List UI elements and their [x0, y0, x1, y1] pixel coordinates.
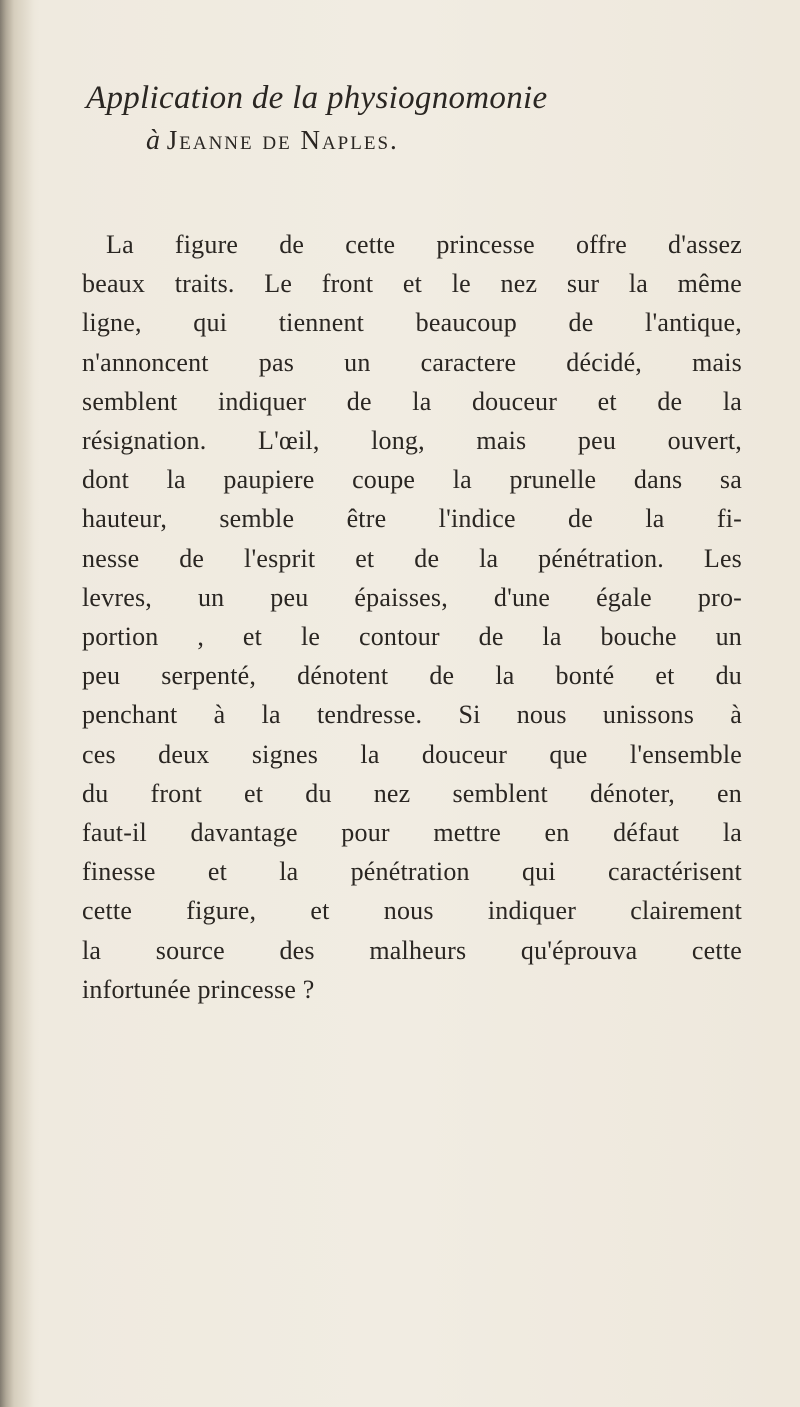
text-line: beaux traits. Le front et le nez sur la même — [82, 269, 742, 299]
text-line: nesse de l'esprit et de la pénétration. Les — [82, 543, 742, 573]
chapter-heading — [80, 78, 740, 159]
text-line: n'annoncent pas un caractere décidé, mais — [82, 347, 742, 377]
text-line: peu serpenté, dénotent de la bonté et du — [82, 661, 742, 691]
heading-name: Jeanne de Naples. — [166, 125, 399, 155]
body-paragraph — [82, 225, 742, 1009]
text-line: hauteur, semble être l'indice de la fi- — [82, 504, 742, 534]
heading-title-line: Application de la physiognomonie — [86, 80, 548, 116]
text-line: La figure de cette princesse offre d'assez — [106, 230, 742, 259]
text-line: du front et du nez semblent dénoter, en — [82, 778, 742, 808]
text-line: ligne, qui tiennent beaucoup de l'antique, — [82, 308, 742, 338]
text-line: finesse et la pénétration qui caractérisent — [82, 857, 742, 887]
text-line: faut-il davantage pour mettre en défaut la — [82, 818, 742, 848]
text-line: semblent indiquer de la douceur et de la — [82, 386, 742, 416]
text-line: dont la paupiere coupe la prunelle dans sa — [82, 465, 742, 495]
page-binding-edge — [0, 0, 34, 1407]
text-line: portion , et le contour de la bouche un — [82, 622, 742, 652]
text-line: ces deux signes la douceur que l'ensemble — [82, 739, 742, 769]
text-line: cette figure, et nous indiquer clairement — [82, 896, 742, 926]
heading-subtitle-line — [146, 122, 740, 159]
heading-preposition: à — [146, 125, 160, 156]
text-line: résignation. L'œil, long, mais peu ouvert, — [82, 426, 742, 456]
text-line: levres, un peu épaisses, d'une égale pro- — [82, 582, 742, 612]
text-line: infortunée princesse ? — [82, 974, 315, 1004]
text-line: penchant à la tendresse. Si nous unissons à — [82, 700, 742, 730]
text-line: la source des malheurs qu'éprouva cette — [82, 935, 742, 965]
